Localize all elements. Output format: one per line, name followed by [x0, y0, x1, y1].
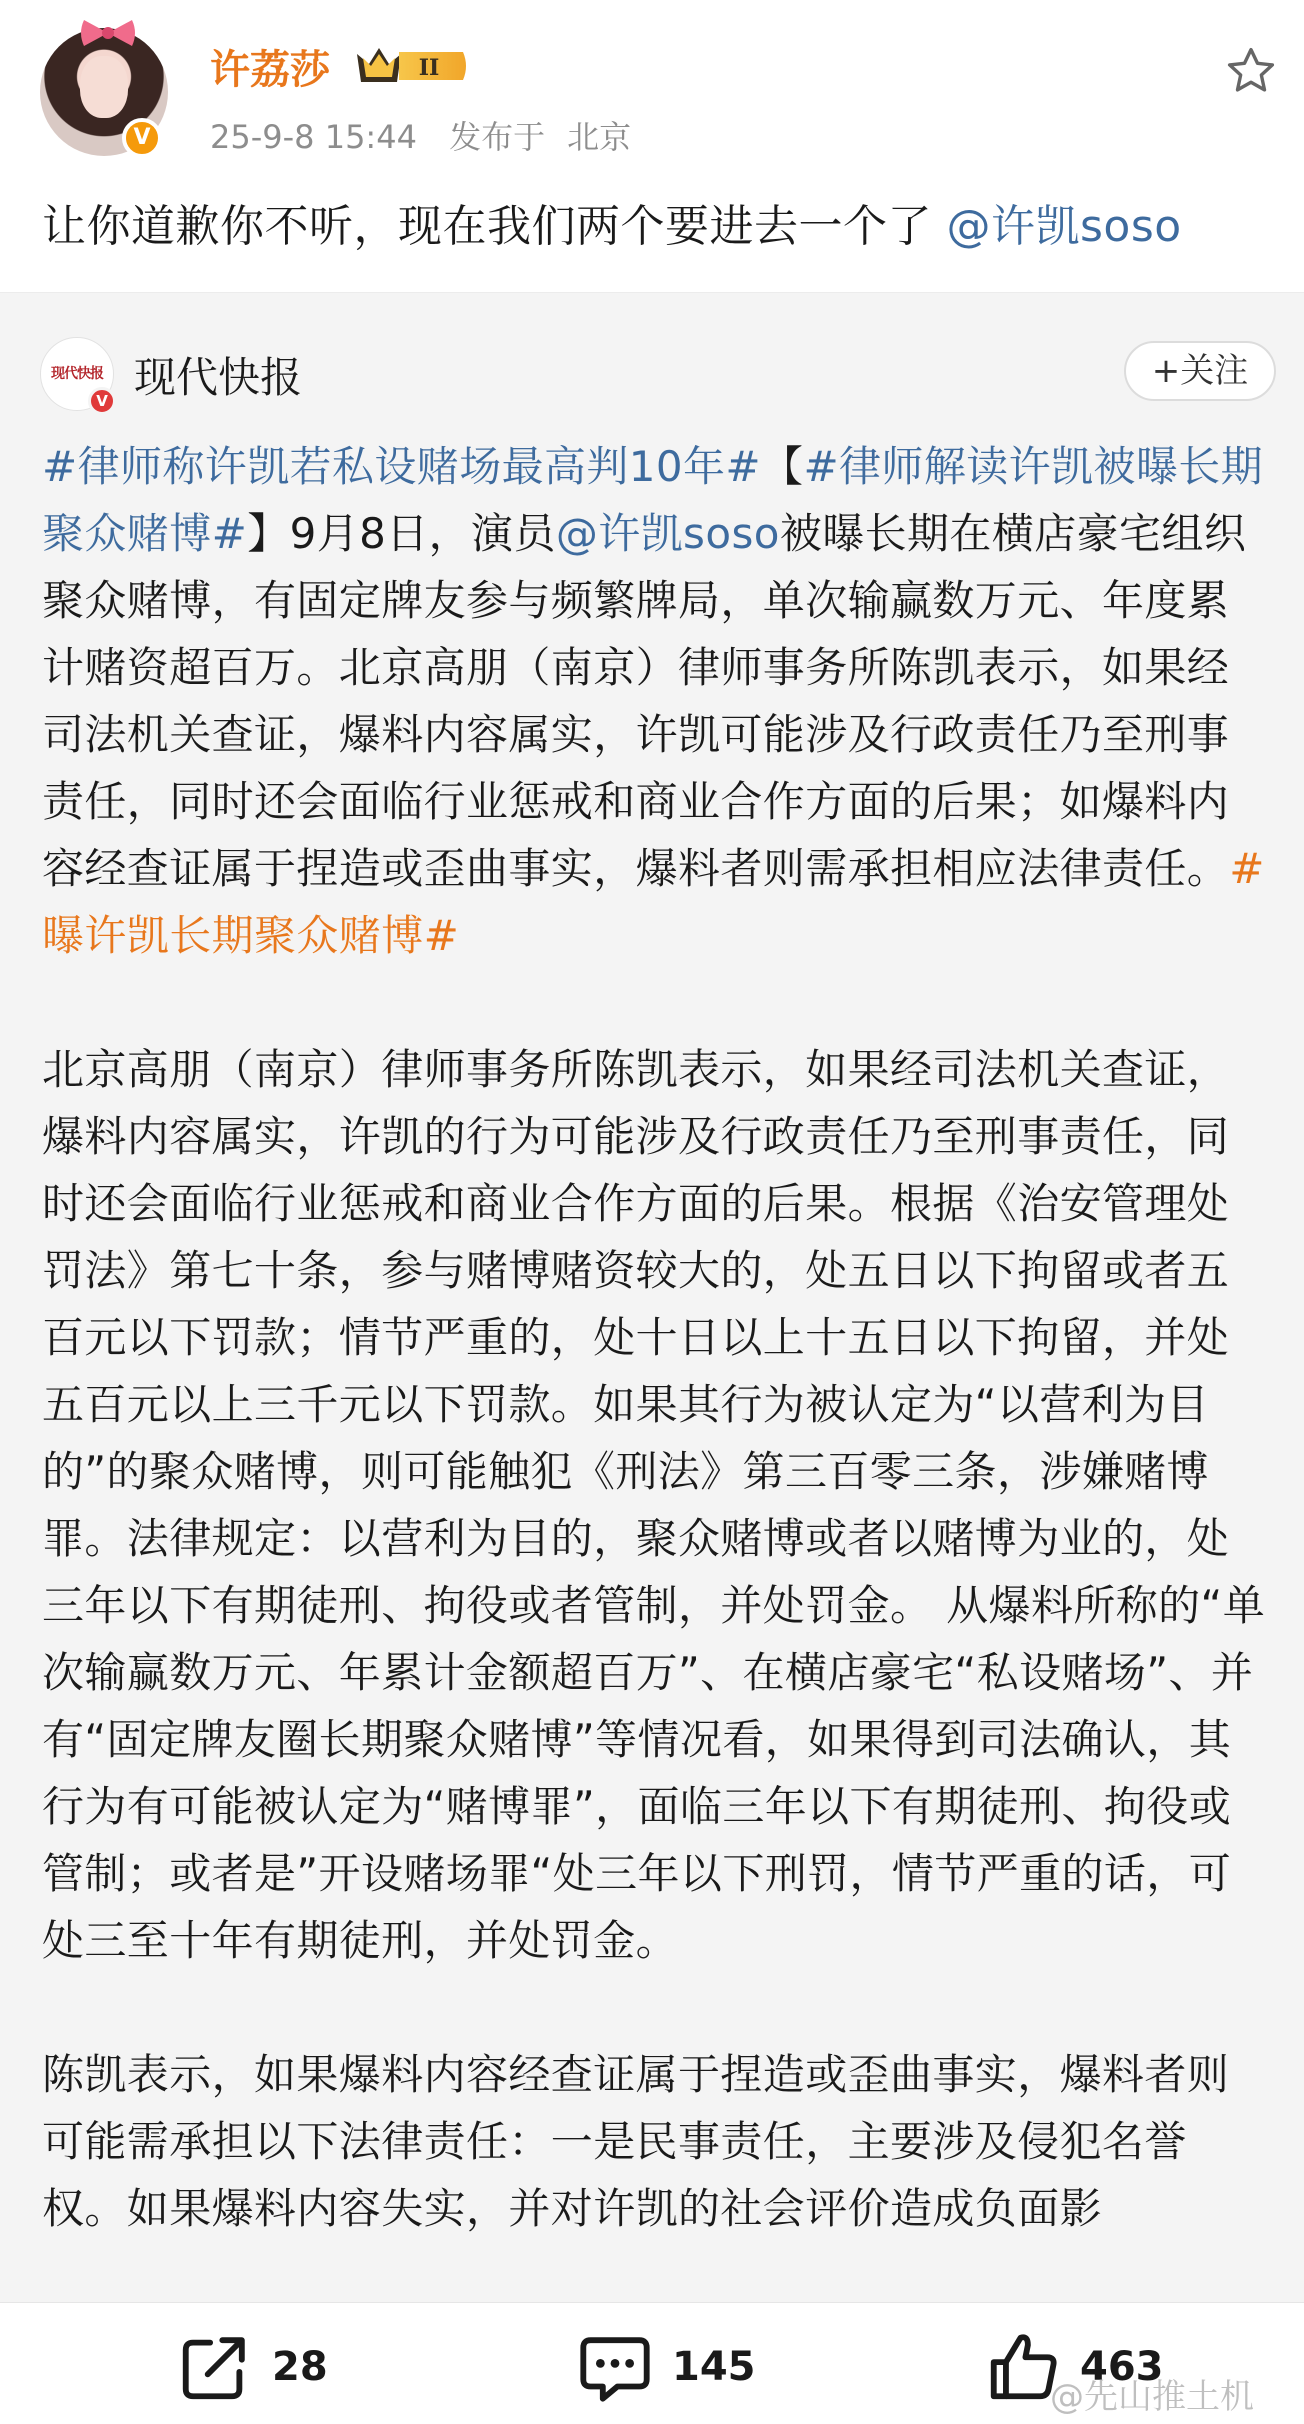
share-arrow-icon — [176, 2328, 254, 2406]
post-date: 25-9-8 15:44 — [210, 118, 417, 156]
comment-count: 145 — [672, 2344, 756, 2390]
post-text — [42, 190, 1182, 254]
source-name[interactable]: 现代快报 — [134, 353, 303, 402]
post-meta — [210, 112, 653, 158]
verified-badge: V — [122, 118, 162, 158]
post-header — [0, 0, 1304, 292]
comment-button[interactable] — [576, 2335, 756, 2399]
post-text-main: 让你道歉你不听，现在我们两个要进去一个了 — [42, 201, 932, 252]
paragraph-text: 被曝长期在横店豪宅组织聚众赌博，有固定牌友参与频繁牌局，单次输赢数万元、年度累计赌资超百万。北京高朋（南京）律师事务所陈凯表示，如果经司法机关查证，爆料内容属实，许凯可能涉及行政责任乃至刑事责任，同时还会面临行业惩戒和商业合作方面的后果；如爆料内容经查证属于捏造或歪曲事实，爆料者则需承担相应法律责任。 — [42, 509, 1247, 893]
like-count: 463 — [1080, 2344, 1164, 2390]
hashtag-link[interactable]: #曝许凯长期聚众赌博# — [42, 844, 1265, 960]
bow-icon — [78, 18, 138, 48]
star-outline-icon[interactable] — [1224, 44, 1278, 98]
rank-label: II — [418, 55, 440, 81]
post-location: 北京 — [567, 118, 632, 156]
avatar-face — [80, 56, 128, 118]
source-verified-badge: V — [88, 387, 116, 415]
action-bar — [0, 2302, 1304, 2424]
rank-badge-icon — [355, 44, 471, 88]
repost-button[interactable] — [176, 2335, 328, 2399]
username[interactable]: 许荔莎 — [210, 47, 330, 93]
location-prefix: 发布于 — [449, 118, 546, 156]
repost-count: 28 — [272, 2344, 328, 2390]
reposted-content[interactable] — [0, 292, 1304, 2303]
mention-link[interactable]: @许凯soso — [555, 509, 780, 558]
follow-button[interactable]: +关注 — [1124, 341, 1276, 401]
hashtag-link[interactable]: #律师称许凯若私设赌场最高判10年# — [42, 442, 762, 491]
paragraph-text: 】9月8日，演员 — [247, 509, 556, 558]
article-body — [42, 433, 1268, 2242]
paragraph-gap — [42, 1974, 1268, 2041]
article-paragraph-2: 北京高朋（南京）律师事务所陈凯表示，如果经司法机关查证，爆料内容属实，许凯的行为可能涉及行政责任乃至刑事责任，同时还会面临行业惩戒和商业合作方面的后果。根据《治安管理处罚法》第七十条，参与赌博赌资较大的，处五日以下拘留或者五百元以下罚款；情节严重的，处十日以上十五日以下拘留，并处五百元以上三千元以下罚款。如果其行为被认定为“以营利为目的”的聚众赌博，则可能触犯《刑法》第三百零三条，涉嫌赌博罪。法律规定：以营利为目的，聚众赌博或者以赌博为业的，处三年以下有期徒刑、拘役或者管制，并处罚金。 从爆料所称的“单次输赢数万元、年累计金额超百万”、在横店豪宅“私设赌场”、并有“固定牌友圈长期聚众赌博”等情况看，如果得到司法确认，其行为有可能被认定为“赌博罪”，面临三年以下有期徒刑、拘役或管制；或者是”开设赌场罪“处三年以下刑罚，情节严重的话，可处三至十年有期徒刑，并处罚金。 — [42, 1045, 1266, 1965]
article-paragraph-3: 陈凯表示，如果爆料内容经查证属于捏造或歪曲事实，爆料者则可能需承担以下法律责任：一是民事责任，主要涉及侵犯名誉权。如果爆料内容失实，并对许凯的社会评价造成负面影 — [42, 2050, 1230, 2233]
paragraph-gap — [42, 969, 1268, 1036]
watermark: @先山推土机 — [1050, 2377, 1254, 2417]
bracket-open: 【 — [761, 442, 804, 491]
hashtag-link[interactable]: #律师解读许凯被曝长期聚众赌博# — [42, 442, 1264, 558]
comment-bubble-icon — [576, 2328, 654, 2406]
source-avatar[interactable]: 现代快报 — [40, 337, 114, 411]
article-paragraph-1 — [42, 433, 1268, 969]
post-mention-link[interactable]: @许凯soso — [946, 201, 1182, 252]
